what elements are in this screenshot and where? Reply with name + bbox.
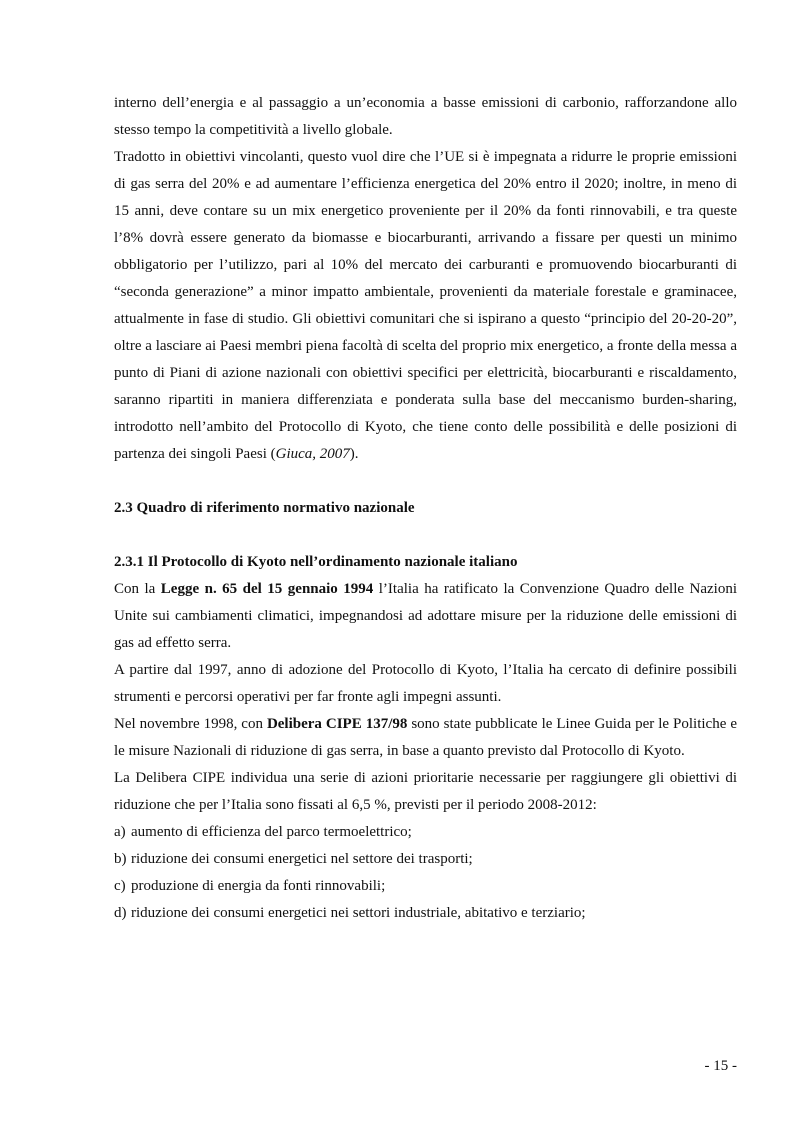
paragraph [114, 576, 737, 657]
list-marker: b) [114, 851, 127, 867]
bold-reference: Legge n. 65 del 15 gennaio 1994 [160, 581, 374, 597]
list-item-text: produzione di energia da fonti rinnovabili; [131, 878, 386, 894]
list-marker: d) [114, 905, 127, 921]
list-item [114, 846, 737, 873]
list-item-text: riduzione dei consumi energetici nel settore dei trasporti; [131, 851, 473, 867]
spacer [114, 522, 737, 549]
paragraph-text: Tradotto in obiettivi vincolanti, questo vuol dire che l’UE si è impegnata a ridurre le proprie emissioni di gas serra del 20% e ad aumentare l’efficienza energetica del 20% entro il 2020; inoltre, in meno di 15 anni, deve contare su un mix energetico proveniente per il 20% da fonti rinnovabili, e tra queste l’8% dovrà essere generato da biomasse e biocarburanti, arrivando a fissare per questi un minimo obbligatorio per l’utilizzo, pari al 10% del mercato dei carburanti e promuovendo biocarburanti di “seconda generazione” a minor impatto ambientale, provenienti da materiale forestale e graminacee, attualmente in fase di studio. Gli obiettivi comunitari che si ispirano a questo “principio del 20-20-20”, oltre a lasciare ai Paesi membri piena facoltà di scelta del proprio mix energetico, a fronte della messa a punto di Piani di azione nazionali con obiettivi specifici per elettricità, biocarburanti e riscaldamento, saranno ripartiti in maniera differenziata e ponderata sulla base del meccanismo burden-sharing, introdotto nell’ambito del Protocollo di Kyoto, che tiene conto delle possibilità e delle posizioni di partenza dei singoli Paesi ( [114, 149, 737, 462]
list-marker: a) [114, 824, 126, 840]
paragraph [114, 144, 737, 468]
page-number: - 15 - [704, 1058, 737, 1074]
page-body [114, 90, 737, 927]
list-item [114, 819, 737, 846]
list-item-text: riduzione dei consumi energetici nei settori industriale, abitativo e terziario; [131, 905, 586, 921]
paragraph-text: Con la [114, 581, 161, 597]
paragraph-text: ). [349, 446, 359, 462]
priority-actions-list [114, 819, 737, 927]
section-heading: 2.3 Quadro di riferimento normativo nazionale [114, 500, 415, 516]
body-paragraphs [114, 576, 737, 819]
paragraph [114, 90, 737, 144]
spacer [114, 468, 737, 495]
paragraph-text: La Delibera CIPE individua una serie di azioni prioritarie necessarie per raggiungere gli obiettivi di riduzione che per l’Italia sono fissati al 6,5 %, previsti per il periodo 2008-2012: [114, 770, 737, 813]
paragraph [114, 765, 737, 819]
list-item [114, 900, 737, 927]
bold-reference: Delibera CIPE 137/98 [266, 716, 408, 732]
paragraph-text: interno dell’energia e al passaggio a un’economia a basse emissioni di carbonio, rafforzandone allo stesso tempo la competitività a livello globale. [114, 95, 737, 138]
list-item-text: aumento di efficienza del parco termoelettrico; [131, 824, 412, 840]
list-marker: c) [114, 878, 126, 894]
paragraph [114, 657, 737, 711]
paragraph-text: A partire dal 1997, anno di adozione del Protocollo di Kyoto, l’Italia ha cercato di definire possibili strumenti e percorsi operativi per far fronte agli impegni assunti. [114, 662, 737, 705]
intro-paragraphs [114, 90, 737, 468]
paragraph-text: sono state pubblicate le Linee Guida per le Politiche e le misure Nazionali di riduzione di gas serra, in base a quanto previsto dal Protocollo di Kyoto. [114, 716, 737, 759]
paragraph-text: l’Italia ha ratificato la Convenzione Quadro delle Nazioni Unite sui cambiamenti climatici, impegnandosi ad adottare misure per la riduzione delle emissioni di gas ad effetto serra. [114, 581, 737, 651]
subsection-heading: 2.3.1 Il Protocollo di Kyoto nell’ordinamento nazionale italiano [114, 554, 518, 570]
paragraph [114, 711, 737, 765]
paragraph-text: Nel novembre 1998, con [114, 716, 267, 732]
citation: Giuca, 2007 [275, 446, 350, 462]
list-item [114, 873, 737, 900]
